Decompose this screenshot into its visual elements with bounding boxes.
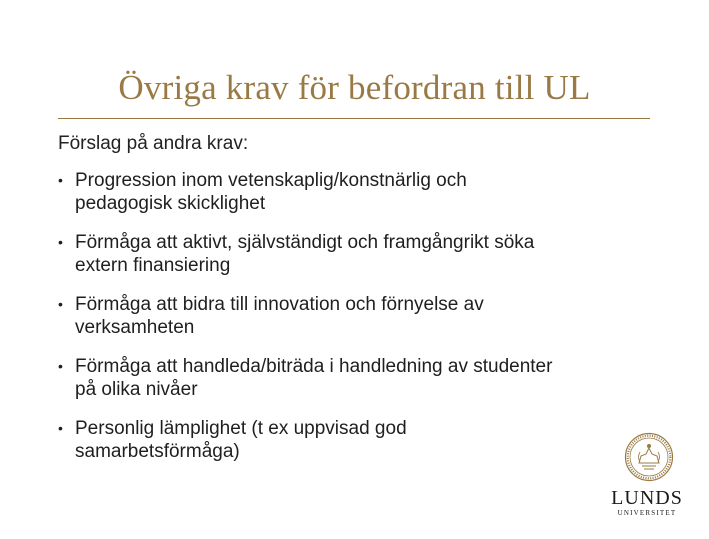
list-item-line: samarbetsförmåga) xyxy=(75,441,240,462)
lund-university-logo xyxy=(607,432,687,522)
bullet-icon: • xyxy=(58,420,63,436)
list-item xyxy=(58,355,658,401)
list-item-line: Förmåga att aktivt, självständigt och framgångrikt söka xyxy=(75,232,535,253)
logo-wordmark: LUNDS xyxy=(611,487,683,509)
list-item-line: pedagogisk skicklighet xyxy=(75,193,266,214)
list-item-line: Progression inom vetenskaplig/konstnärlig och xyxy=(75,170,467,191)
list-item xyxy=(58,169,658,215)
bullet-icon: • xyxy=(58,358,63,374)
list-item xyxy=(58,231,658,277)
list-item-line: Förmåga att bidra till innovation och förnyelse av xyxy=(75,294,484,315)
list-item-line: på olika nivåer xyxy=(75,379,198,400)
list-item xyxy=(58,293,658,339)
bullet-icon: • xyxy=(58,296,63,312)
bullet-icon: • xyxy=(58,172,63,188)
slide-title: Övriga krav för befordran till UL xyxy=(118,68,591,107)
list-item-line: Personlig lämplighet (t ex uppvisad god xyxy=(75,418,407,439)
list-item-line: extern finansiering xyxy=(75,255,231,276)
title-divider xyxy=(58,118,650,119)
list-item-line: verksamheten xyxy=(75,317,195,338)
list-item-line: Förmåga att handleda/biträda i handledning av studenter xyxy=(75,356,553,377)
logo-subtitle: UNIVERSITET xyxy=(617,509,677,517)
university-seal-icon xyxy=(624,432,674,482)
bullet-icon: • xyxy=(58,234,63,250)
list-item xyxy=(58,417,658,463)
intro-text: Förslag på andra krav: xyxy=(58,133,249,154)
requirements-list xyxy=(58,169,658,479)
